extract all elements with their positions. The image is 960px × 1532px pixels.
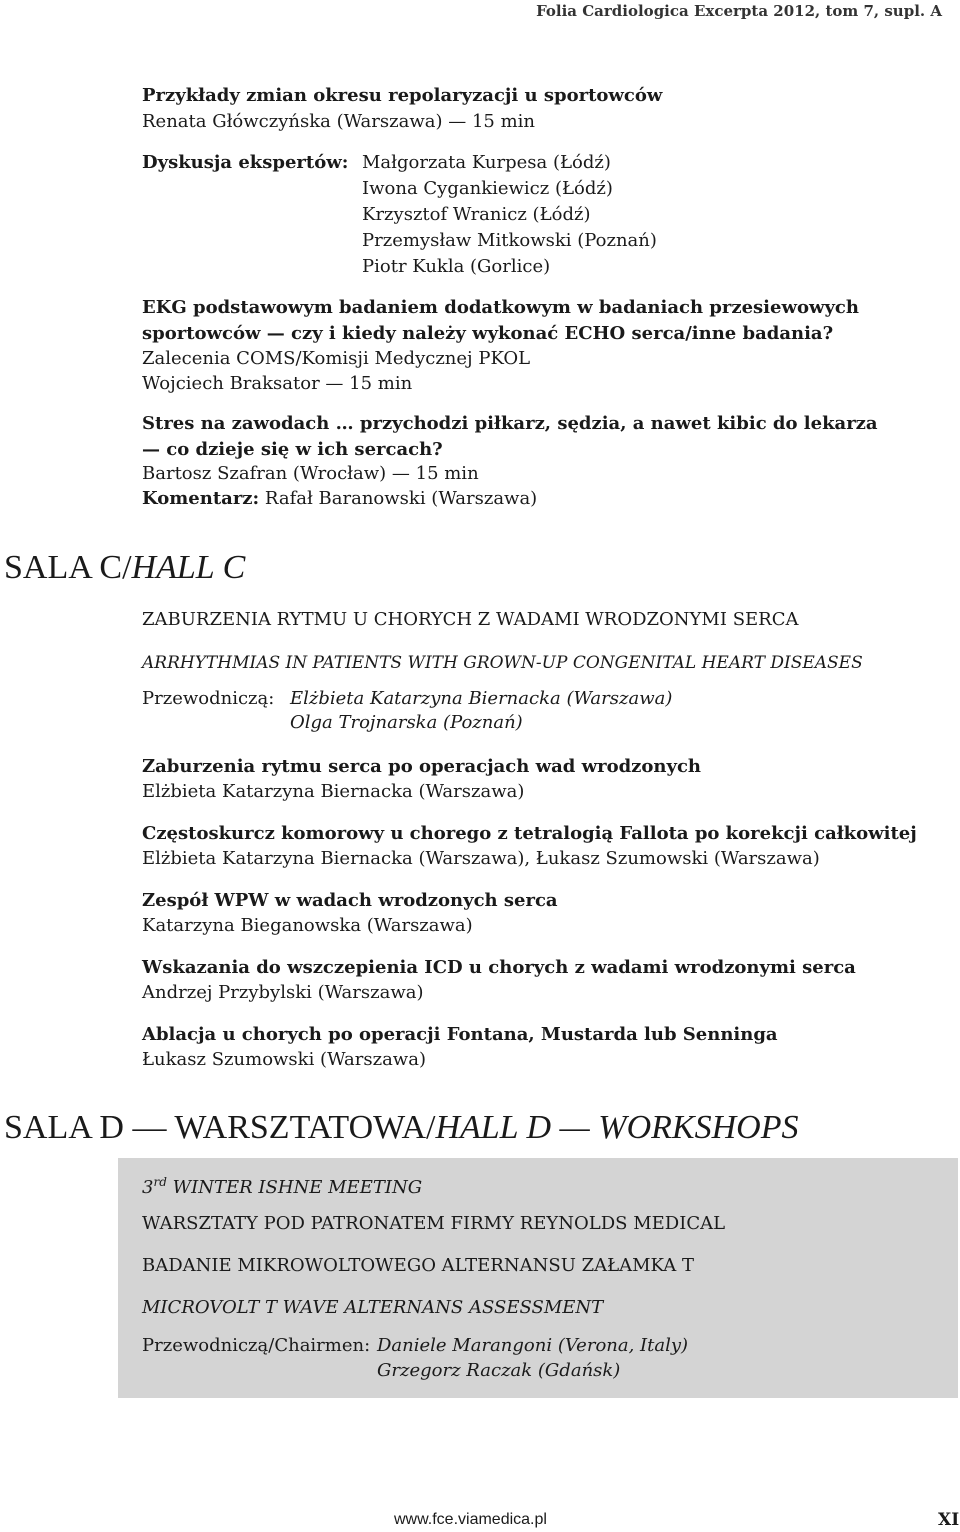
- hall-d-heading-plain: SALA D — WARSZTATOWA/: [4, 1109, 436, 1146]
- talk-title: Częstoskurcz komorowy u chorego z tetralogią Fallota po korekcji całkowitej: [142, 823, 917, 844]
- talk-title: sportowców — czy i kiedy należy wykonać ECHO serca/inne badania?: [142, 323, 834, 344]
- talk-speaker: Renata Główczyńska (Warszawa) — 15 min: [142, 111, 535, 132]
- workshop-title-en: MICROVOLT T WAVE ALTERNANS ASSESSMENT: [142, 1297, 604, 1318]
- expert-name: Przemysław Mitkowski (Poznań): [362, 230, 657, 251]
- session-title-pl: ZABURZENIA RYTMU U CHORYCH Z WADAMI WRODZONYMI SERCA: [142, 609, 799, 630]
- talk-speaker: Wojciech Braksator — 15 min: [142, 373, 413, 394]
- chair-name: Elżbieta Katarzyna Biernacka (Warszawa): [290, 688, 673, 709]
- comment-line: [142, 486, 537, 512]
- chair-name: Grzegorz Raczak (Gdańsk): [377, 1360, 621, 1381]
- talk-speaker: Katarzyna Bieganowska (Warszawa): [142, 915, 473, 936]
- talk-subtitle: Zalecenia COMS/Komisji Medycznej PKOL: [142, 348, 531, 369]
- talk-speaker: Elżbieta Katarzyna Biernacka (Warszawa): [142, 781, 525, 802]
- chair-name: Olga Trojnarska (Poznań): [290, 712, 523, 733]
- talk-title: Ablacja u chorych po operacji Fontana, Mustarda lub Senninga: [142, 1024, 778, 1045]
- hall-c-heading-plain: SALA C/: [4, 549, 132, 586]
- workshop-sponsor: WARSZTATY POD PATRONATEM FIRMY REYNOLDS MEDICAL: [142, 1213, 726, 1234]
- hall-d-heading: [4, 1108, 798, 1148]
- chairs-label: Przewodniczą:: [142, 688, 275, 709]
- journal-header: Folia Cardiologica Excerpta 2012, tom 7, supl. A: [536, 2, 942, 20]
- chairs-label: Przewodniczą/Chairmen:: [142, 1335, 371, 1356]
- talk-speaker: Bartosz Szafran (Wrocław) — 15 min: [142, 463, 479, 484]
- meeting-num: 3: [142, 1177, 154, 1198]
- meeting-title: [142, 1169, 422, 1201]
- comment-name: Rafał Baranowski (Warszawa): [259, 488, 538, 509]
- comment-label: Komentarz:: [142, 488, 260, 509]
- talk-title: Stres na zawodach … przychodzi piłkarz, sędzia, a nawet kibic do lekarza: [142, 413, 878, 434]
- meeting-rest: WINTER ISHNE MEETING: [166, 1177, 423, 1198]
- talk-title: Wskazania do wszczepienia ICD u chorych z wadami wrodzonymi serca: [142, 957, 856, 978]
- page-number: XI: [938, 1510, 960, 1530]
- talk-speaker: Andrzej Przybylski (Warszawa): [142, 982, 424, 1003]
- talk-speaker: Łukasz Szumowski (Warszawa): [142, 1049, 426, 1070]
- footer-url[interactable]: www.fce.viamedica.pl: [394, 1511, 547, 1528]
- talk-title: Zaburzenia rytmu serca po operacjach wad wrodzonych: [142, 756, 702, 777]
- hall-d-heading-italic: HALL D — WORKSHOPS: [435, 1109, 799, 1146]
- talk-title: EKG podstawowym badaniem dodatkowym w badaniach przesiewowych: [142, 297, 859, 318]
- session-title-en: ARRHYTHMIAS IN PATIENTS WITH GROWN-UP CONGENITAL HEART DISEASES: [142, 653, 863, 673]
- workshop-title-pl: BADANIE MIKROWOLTOWEGO ALTERNANSU ZAŁAMKA T: [142, 1255, 695, 1276]
- expert-name: Małgorzata Kurpesa (Łódź): [362, 152, 611, 173]
- meeting-sup: rd: [153, 1175, 167, 1189]
- hall-c-heading-italic: HALL C: [131, 549, 246, 586]
- discussion-label: Dyskusja ekspertów:: [142, 152, 349, 173]
- chair-name: Daniele Marangoni (Verona, Italy): [377, 1335, 689, 1356]
- expert-name: Krzysztof Wranicz (Łódź): [362, 204, 591, 225]
- expert-name: Iwona Cygankiewicz (Łódź): [362, 178, 613, 199]
- hall-c-heading: [4, 548, 245, 588]
- talk-title: Zespół WPW w wadach wrodzonych serca: [142, 890, 558, 911]
- talk-speaker: Elżbieta Katarzyna Biernacka (Warszawa), Łukasz Szumowski (Warszawa): [142, 848, 820, 869]
- talk-title: — co dzieje się w ich sercach?: [142, 439, 443, 460]
- talk-title: Przykłady zmian okresu repolaryzacji u sportowców: [142, 85, 663, 106]
- expert-name: Piotr Kukla (Gorlice): [362, 256, 551, 277]
